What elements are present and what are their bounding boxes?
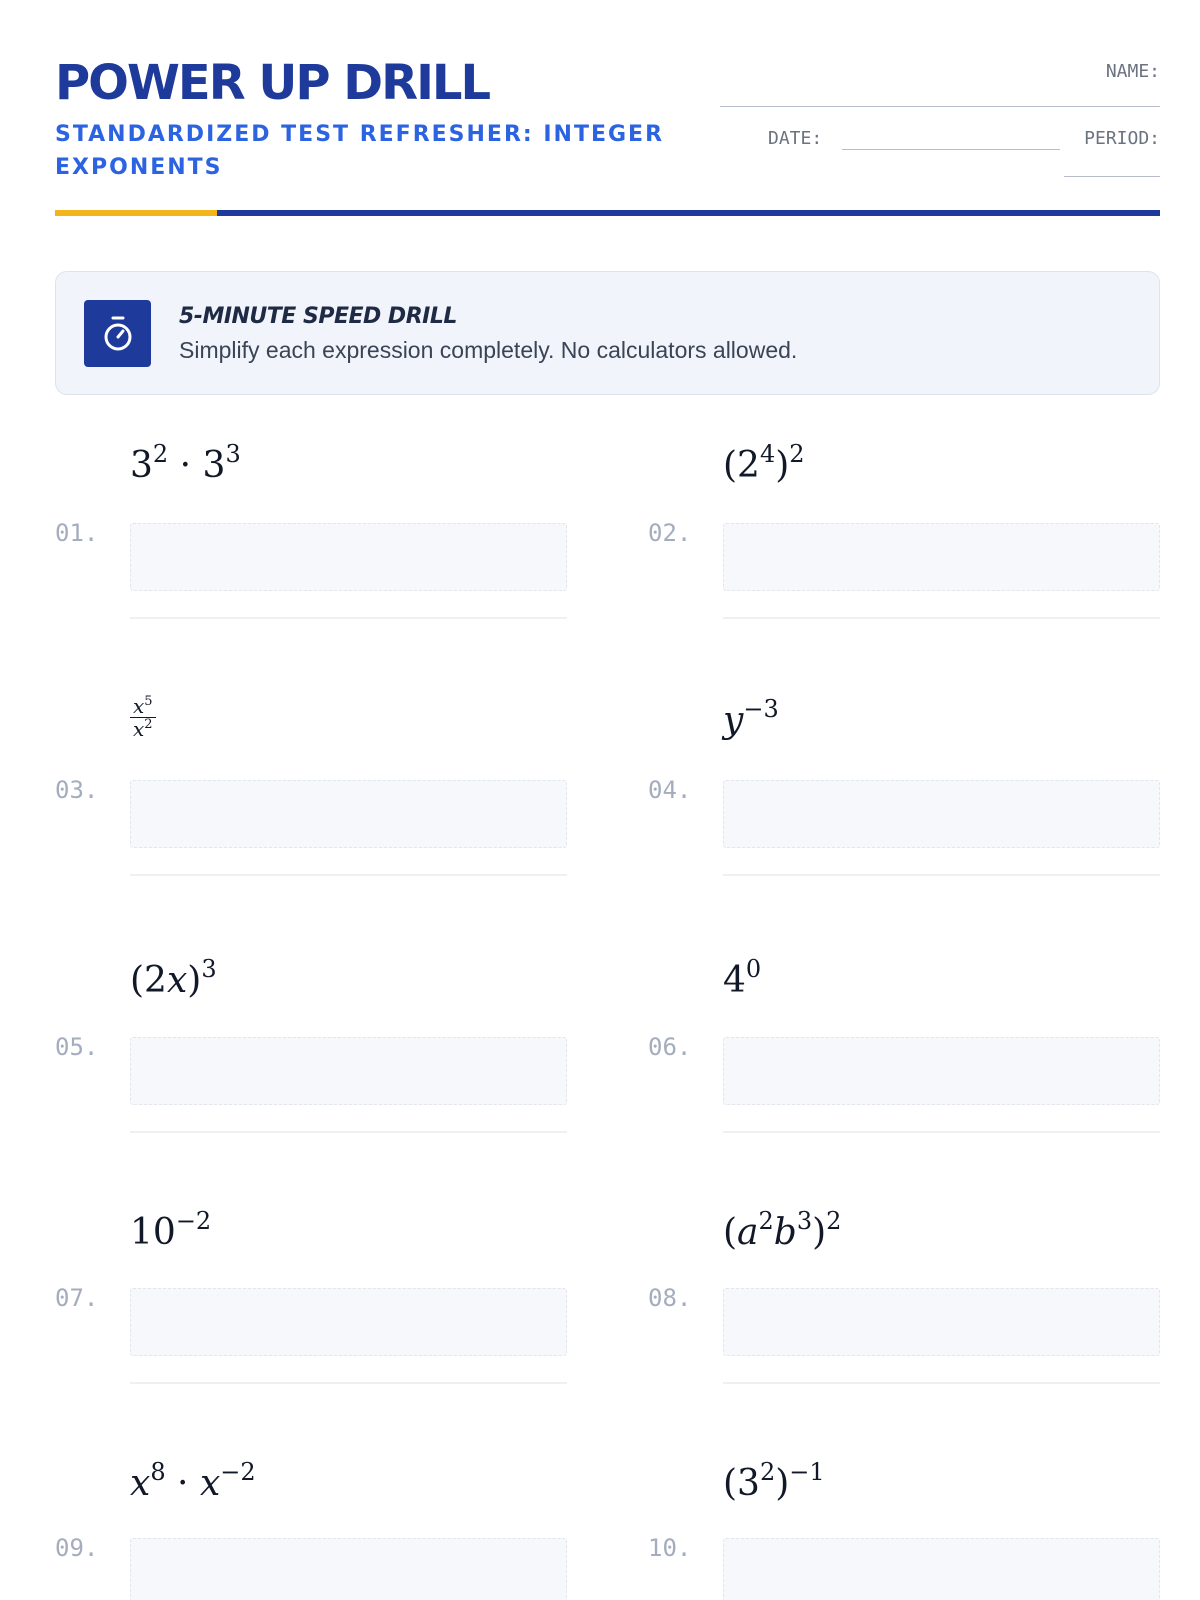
problem-expression: $3^2 \cdot 3^3$ [130, 440, 241, 486]
callout-title: 5-MINUTE SPEED DRILL [179, 304, 457, 329]
period-label: PERIOD: [1084, 128, 1160, 149]
header-divider [55, 210, 1160, 216]
answer-divider [130, 874, 567, 876]
problem-expression: $(3^2)^{-1}$ [723, 1458, 825, 1504]
worksheet-header [55, 55, 1160, 215]
problem-02 [648, 440, 1168, 645]
problem-number: 05. [55, 1033, 99, 1061]
date-label: DATE: [768, 128, 823, 149]
answer-box[interactable] [130, 1037, 567, 1105]
problem-05 [55, 955, 575, 1160]
problem-08 [648, 1207, 1168, 1412]
problem-expression: $10^{-2}$ [130, 1207, 212, 1253]
problem-03 [55, 693, 575, 900]
name-field[interactable] [720, 106, 1160, 107]
date-field[interactable] [842, 149, 1060, 150]
period-field[interactable] [1064, 176, 1160, 177]
answer-divider [130, 1382, 567, 1384]
problem-04 [648, 695, 1168, 900]
problem-number: 02. [648, 519, 692, 547]
problem-expression: $(a^2b^3)^2$ [723, 1207, 842, 1253]
student-fields [720, 55, 1160, 195]
problem-number: 01. [55, 519, 99, 547]
problem-expression: $(2^4)^2$ [723, 440, 805, 486]
problem-number: 09. [55, 1534, 99, 1562]
problem-expression: $(2x)^3$ [130, 955, 217, 1001]
answer-box[interactable] [723, 1288, 1160, 1356]
header-divider-accent [55, 210, 217, 216]
problem-number: 06. [648, 1033, 692, 1061]
answer-divider [723, 874, 1160, 876]
problem-expression: $y^{-3}$ [723, 695, 779, 741]
answer-divider [130, 1131, 567, 1133]
problem-expression: $x^8 \cdot x^{-2}$ [130, 1458, 256, 1504]
problem-number: 03. [55, 776, 99, 804]
problem-07 [55, 1207, 575, 1412]
answer-box[interactable] [130, 780, 567, 848]
answer-divider [723, 617, 1160, 619]
answer-box[interactable] [130, 523, 567, 591]
name-label: NAME: [1105, 61, 1160, 82]
answer-divider [130, 617, 567, 619]
problem-01 [55, 440, 575, 645]
answer-box[interactable] [723, 780, 1160, 848]
problem-10 [648, 1458, 1168, 1600]
page-subtitle: STANDARDIZED TEST REFRESHER: INTEGER EXPONENTS [55, 122, 665, 180]
answer-box[interactable] [130, 1538, 567, 1600]
problem-expression: $4^0$ [723, 955, 762, 1001]
problem-number: 08. [648, 1284, 692, 1312]
instructions-callout [55, 271, 1160, 395]
problem-expression [130, 693, 156, 764]
problem-number: 04. [648, 776, 692, 804]
answer-box[interactable] [723, 1037, 1160, 1105]
callout-text: Simplify each expression completely. No calculators allowed. [179, 337, 798, 363]
fraction: $\frac{x^5}{x^2}$ [130, 695, 156, 740]
answer-divider [723, 1131, 1160, 1133]
stopwatch-icon [84, 300, 151, 367]
problem-09 [55, 1458, 575, 1600]
problem-number: 10. [648, 1534, 692, 1562]
page-title: POWER UP DRILL [55, 55, 490, 111]
problem-06 [648, 955, 1168, 1160]
answer-box[interactable] [723, 1538, 1160, 1600]
answer-box[interactable] [130, 1288, 567, 1356]
answer-box[interactable] [723, 523, 1160, 591]
problem-number: 07. [55, 1284, 99, 1312]
answer-divider [723, 1382, 1160, 1384]
